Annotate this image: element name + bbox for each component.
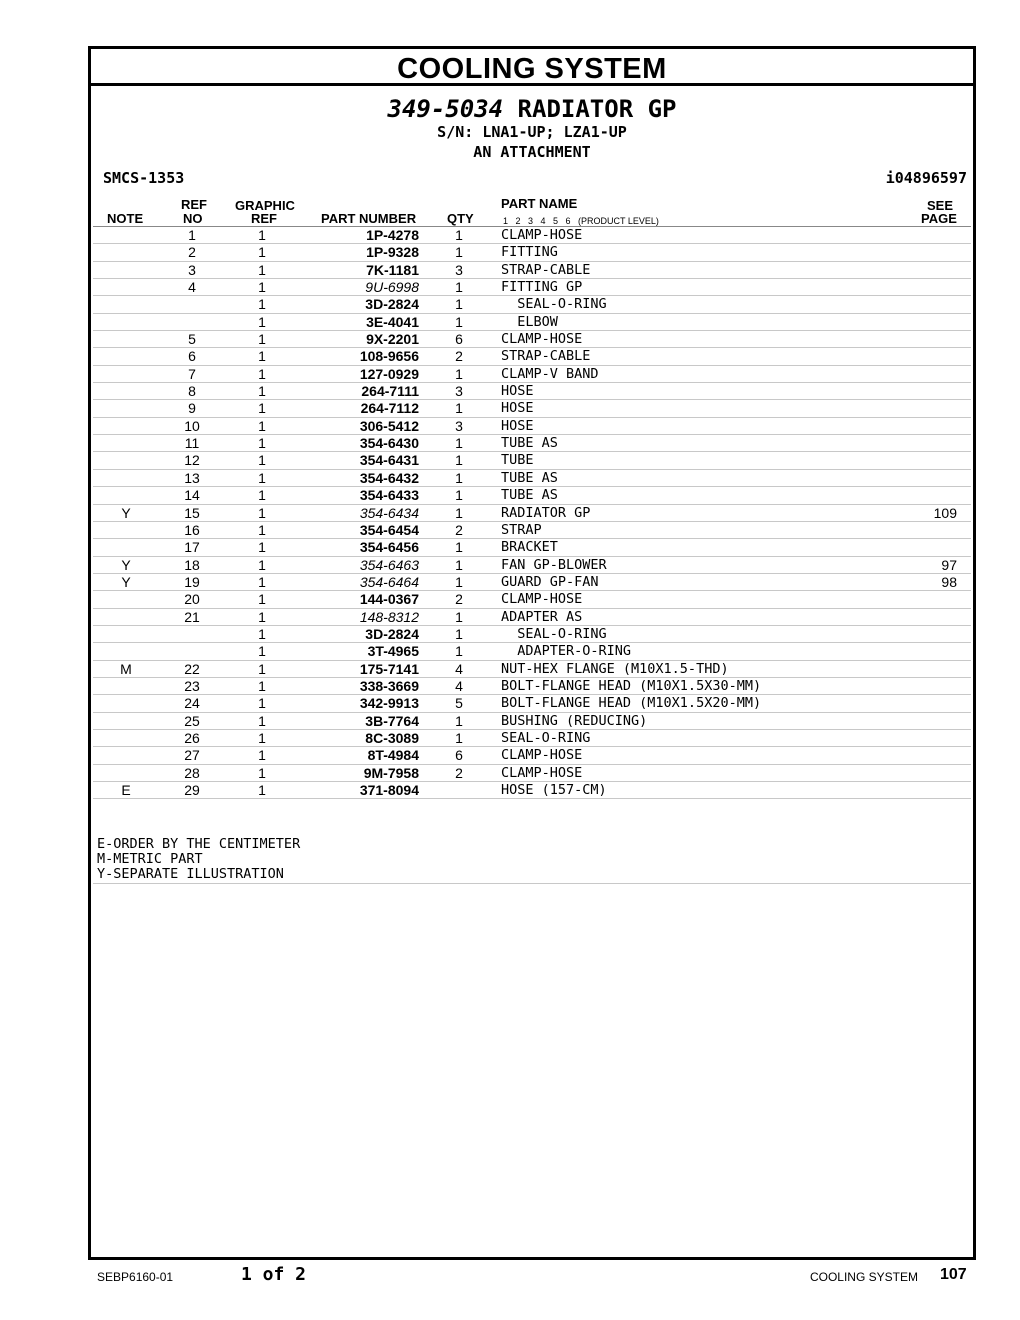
- row-qty: 1: [455, 365, 463, 382]
- row-graphic-ref: 1: [258, 643, 266, 660]
- row-ref-no: 6: [188, 348, 196, 365]
- row-note: E: [121, 782, 131, 798]
- section-title: COOLING SYSTEM: [91, 49, 973, 86]
- smcs-code: SMCS-1353: [103, 169, 185, 187]
- table-row: [93, 452, 971, 469]
- row-part-name: BOLT-FLANGE HEAD (M10X1.5X20-MM): [501, 695, 762, 712]
- table-row: [93, 626, 971, 643]
- header-graphic-top: GRAPHIC: [235, 198, 295, 213]
- serial-range: S/N: LNA1-UP; LZA1-UP: [437, 123, 627, 141]
- note-m: M-METRIC PART: [97, 851, 203, 867]
- row-qty: 2: [455, 521, 463, 538]
- row-note: Y: [121, 504, 131, 521]
- table-row: [93, 244, 971, 261]
- row-part-number: 354-6463: [359, 556, 419, 573]
- header-graphic-bottom: REF: [251, 211, 277, 226]
- row-qty: 1: [455, 400, 463, 417]
- header-see-top: SEE: [927, 198, 954, 213]
- row-part-name: ADAPTER AS: [501, 608, 583, 625]
- row-part-name: CLAMP-HOSE: [501, 227, 583, 243]
- row-qty: 1: [455, 469, 463, 486]
- row-graphic-ref: 1: [258, 365, 266, 382]
- table-row: [93, 782, 971, 799]
- row-qty: 1: [455, 504, 463, 521]
- row-ref-no: 24: [184, 695, 200, 712]
- row-ref-no: 5: [188, 331, 196, 348]
- row-part-name: HOSE: [501, 383, 534, 400]
- row-note: M: [120, 660, 132, 677]
- row-part-name: TUBE AS: [501, 469, 558, 486]
- row-graphic-ref: 1: [258, 625, 266, 642]
- row-part-name: TUBE: [501, 452, 534, 469]
- row-graphic-ref: 1: [258, 383, 266, 400]
- row-part-name: GUARD GP-FAN: [501, 573, 599, 590]
- row-qty: 6: [455, 331, 463, 348]
- row-part-name: SEAL-O-RING: [501, 625, 607, 642]
- table-row: [93, 470, 971, 487]
- row-part-number: 264-7111: [361, 383, 419, 400]
- row-part-name: TUBE AS: [501, 435, 558, 452]
- row-part-number: 3T-4965: [367, 643, 419, 660]
- row-qty: 1: [455, 279, 463, 296]
- row-part-number: 354-6434: [359, 504, 419, 521]
- table-row: [93, 487, 971, 504]
- row-qty: 1: [455, 643, 463, 660]
- row-qty: 1: [455, 573, 463, 590]
- row-part-number: 342-9913: [359, 695, 419, 712]
- row-ref-no: 8: [188, 383, 196, 400]
- group-name: RADIATOR GP: [517, 95, 677, 123]
- row-part-number: 354-6431: [359, 452, 419, 469]
- row-part-name: ELBOW: [501, 313, 558, 330]
- row-part-number: 1P-4278: [366, 227, 419, 243]
- row-part-number: 354-6454: [359, 521, 419, 538]
- row-graphic-ref: 1: [258, 695, 266, 712]
- row-part-name: BUSHING (REDUCING): [501, 712, 648, 729]
- table-row: [93, 765, 971, 782]
- row-graphic-ref: 1: [258, 331, 266, 348]
- row-part-number: 264-7112: [360, 400, 419, 417]
- row-part-name: TUBE AS: [501, 487, 558, 504]
- table-row: [93, 522, 971, 539]
- row-part-number: 9M-7958: [363, 764, 419, 781]
- row-graphic-ref: 1: [258, 348, 266, 365]
- row-graphic-ref: 1: [258, 296, 266, 313]
- row-ref-no: 15: [184, 504, 200, 521]
- group-title: [91, 95, 973, 123]
- table-row: [93, 557, 971, 574]
- row-part-name: CLAMP-HOSE: [501, 747, 583, 764]
- row-qty: 1: [455, 227, 463, 243]
- row-ref-no: 14: [184, 487, 200, 504]
- header-note: NOTE: [107, 211, 144, 226]
- note-e: E-ORDER BY THE CENTIMETER: [97, 836, 301, 852]
- row-part-name: SEAL-O-RING: [501, 296, 607, 313]
- table-row: [93, 418, 971, 435]
- row-part-number: 9X-2201: [366, 331, 419, 348]
- header-part-name: PART NAME: [501, 196, 578, 211]
- footer-section: COOLING SYSTEM: [809, 1270, 918, 1284]
- footer-page-number: 107: [940, 1266, 967, 1283]
- row-ref-no: 25: [184, 712, 200, 729]
- row-part-number: 371-8094: [359, 782, 419, 798]
- row-part-name: HOSE (157-CM): [501, 782, 607, 798]
- row-ref-no: 23: [184, 677, 200, 694]
- row-part-number: 8C-3089: [365, 729, 419, 746]
- row-ref-no: 1: [188, 227, 196, 243]
- header-product-levels: 1 2 3 4 5 6 (PRODUCT LEVEL): [503, 216, 659, 226]
- row-part-name: BOLT-FLANGE HEAD (M10X1.5X30-MM): [501, 677, 762, 694]
- row-part-name: FITTING GP: [501, 279, 583, 296]
- row-graphic-ref: 1: [258, 729, 266, 746]
- row-graphic-ref: 1: [258, 261, 266, 278]
- row-part-name: FITTING: [501, 244, 558, 261]
- row-ref-no: 2: [188, 244, 196, 261]
- row-part-number: 354-6430: [359, 435, 419, 452]
- row-qty: 1: [455, 313, 463, 330]
- table-row: [93, 435, 971, 452]
- row-part-number: 338-3669: [359, 677, 419, 694]
- notes-divider: [93, 883, 971, 884]
- row-graphic-ref: 1: [258, 487, 266, 504]
- table-row: [93, 348, 971, 365]
- row-qty: 1: [455, 244, 463, 261]
- header-ref-top: REF: [181, 197, 207, 212]
- row-part-name: RADIATOR GP: [501, 504, 591, 521]
- row-qty: 1: [455, 556, 463, 573]
- row-qty: 2: [455, 348, 463, 365]
- row-part-name: BRACKET: [501, 539, 558, 556]
- row-graphic-ref: 1: [258, 660, 266, 677]
- row-graphic-ref: 1: [258, 677, 266, 694]
- table-row: [93, 609, 971, 626]
- header-see-bottom: PAGE: [921, 211, 957, 226]
- row-graphic-ref: 1: [258, 782, 266, 798]
- row-qty: 1: [455, 296, 463, 313]
- row-qty: 4: [455, 660, 463, 677]
- row-part-number: 8T-4984: [367, 747, 419, 764]
- row-ref-no: 28: [184, 764, 200, 781]
- table-header: [93, 192, 971, 227]
- document-frame: [88, 46, 976, 1260]
- footer-page-of: 1 of 2: [241, 1264, 307, 1285]
- table-row: [93, 747, 971, 764]
- row-part-number: 1P-9328: [366, 244, 419, 261]
- row-ref-no: 21: [184, 608, 200, 625]
- row-qty: 3: [455, 383, 463, 400]
- row-part-name: STRAP-CABLE: [501, 348, 591, 365]
- table-row: [93, 296, 971, 313]
- table-row: [93, 574, 971, 591]
- table-row: [93, 643, 971, 660]
- table-row: [93, 505, 971, 522]
- row-part-number: 175-7141: [359, 660, 419, 677]
- table-row: [93, 331, 971, 348]
- row-graphic-ref: 1: [258, 435, 266, 452]
- row-qty: 1: [455, 625, 463, 642]
- row-graphic-ref: 1: [258, 521, 266, 538]
- row-part-number: 127-0929: [359, 365, 419, 382]
- row-part-name: SEAL-O-RING: [501, 729, 591, 746]
- table-row: [93, 227, 971, 244]
- table-row: [93, 366, 971, 383]
- row-part-number: 3D-2824: [365, 625, 419, 642]
- row-graphic-ref: 1: [258, 539, 266, 556]
- row-qty: 3: [455, 417, 463, 434]
- row-graphic-ref: 1: [258, 556, 266, 573]
- row-ref-no: 19: [184, 573, 200, 590]
- row-ref-no: 12: [184, 452, 200, 469]
- row-graphic-ref: 1: [258, 504, 266, 521]
- header-ref-bottom: NO: [183, 211, 203, 226]
- row-graphic-ref: 1: [258, 279, 266, 296]
- row-ref-no: 7: [188, 365, 196, 382]
- row-ref-no: 26: [184, 729, 200, 746]
- row-qty: 2: [455, 764, 463, 781]
- row-part-name: STRAP-CABLE: [501, 261, 591, 278]
- attachment-label: AN ATTACHMENT: [473, 143, 591, 161]
- row-part-number: 3D-2824: [365, 296, 419, 313]
- row-part-name: CLAMP-HOSE: [501, 331, 583, 348]
- row-ref-no: 11: [184, 435, 200, 452]
- table-row: [93, 661, 971, 678]
- row-part-number: 354-6432: [359, 469, 419, 486]
- row-part-number: 354-6433: [359, 487, 419, 504]
- table-row: [93, 279, 971, 296]
- row-graphic-ref: 1: [258, 227, 266, 243]
- row-qty: 1: [455, 539, 463, 556]
- row-see-page: 109: [933, 504, 957, 521]
- row-graphic-ref: 1: [258, 573, 266, 590]
- row-graphic-ref: 1: [258, 608, 266, 625]
- row-ref-no: 20: [184, 591, 200, 608]
- row-ref-no: 4: [188, 279, 196, 296]
- row-note: Y: [121, 556, 131, 573]
- row-qty: 1: [455, 452, 463, 469]
- table-row: [93, 695, 971, 712]
- row-ref-no: 16: [184, 521, 200, 538]
- row-part-number: 354-6456: [359, 539, 419, 556]
- row-graphic-ref: 1: [258, 400, 266, 417]
- row-see-page: 97: [941, 556, 957, 573]
- row-ref-no: 17: [184, 539, 200, 556]
- row-part-number: 3E-4041: [366, 313, 419, 330]
- row-part-name: FAN GP-BLOWER: [501, 556, 607, 573]
- row-part-number: 7K-1181: [366, 261, 419, 278]
- table-row: [93, 730, 971, 747]
- row-ref-no: 18: [184, 556, 200, 573]
- row-part-number: 108-9656: [359, 348, 419, 365]
- row-qty: 1: [455, 608, 463, 625]
- row-part-number: 9U-6998: [365, 279, 419, 296]
- row-qty: 4: [455, 677, 463, 694]
- row-ref-no: 27: [184, 747, 200, 764]
- row-qty: 1: [455, 712, 463, 729]
- row-graphic-ref: 1: [258, 417, 266, 434]
- row-part-number: 148-8312: [359, 608, 419, 625]
- table-row: [93, 678, 971, 695]
- row-part-number: 354-6464: [359, 573, 419, 590]
- header-qty: QTY: [447, 211, 474, 226]
- footer-doc-id: SEBP6160-01: [97, 1270, 174, 1284]
- row-part-name: CLAMP-V BAND: [501, 365, 599, 382]
- row-part-name: CLAMP-HOSE: [501, 591, 583, 608]
- row-qty: 1: [455, 729, 463, 746]
- row-ref-no: 13: [184, 469, 200, 486]
- table-row: [93, 314, 971, 331]
- row-graphic-ref: 1: [258, 712, 266, 729]
- row-part-number: 144-0367: [359, 591, 419, 608]
- row-ref-no: 22: [184, 660, 200, 677]
- row-graphic-ref: 1: [258, 747, 266, 764]
- row-ref-no: 29: [184, 782, 200, 798]
- parts-table: [93, 227, 971, 799]
- row-part-name: HOSE: [501, 417, 534, 434]
- table-row: [93, 539, 971, 556]
- table-row: [93, 262, 971, 279]
- row-part-name: HOSE: [501, 400, 534, 417]
- illustration-id: i04896597: [885, 169, 967, 187]
- row-note: Y: [121, 573, 131, 590]
- header-part-number: PART NUMBER: [321, 211, 417, 226]
- row-part-number: 306-5412: [359, 417, 419, 434]
- row-qty: 6: [455, 747, 463, 764]
- row-qty: 1: [455, 435, 463, 452]
- row-see-page: 98: [941, 573, 957, 590]
- row-qty: 5: [455, 695, 463, 712]
- row-graphic-ref: 1: [258, 313, 266, 330]
- row-part-name: CLAMP-HOSE: [501, 764, 583, 781]
- table-row: [93, 591, 971, 608]
- row-ref-no: 9: [188, 400, 196, 417]
- row-graphic-ref: 1: [258, 764, 266, 781]
- row-qty: 3: [455, 261, 463, 278]
- row-graphic-ref: 1: [258, 591, 266, 608]
- table-row: [93, 383, 971, 400]
- table-row: [93, 713, 971, 730]
- row-graphic-ref: 1: [258, 244, 266, 261]
- notes-legend: [97, 837, 300, 882]
- row-ref-no: 10: [184, 417, 200, 434]
- row-graphic-ref: 1: [258, 469, 266, 486]
- row-graphic-ref: 1: [258, 452, 266, 469]
- row-qty: 1: [455, 487, 463, 504]
- group-part-number: 349-5034: [387, 95, 504, 123]
- note-y: Y-SEPARATE ILLUSTRATION: [97, 866, 284, 882]
- row-part-name: ADAPTER-O-RING: [501, 643, 632, 660]
- row-ref-no: 3: [188, 261, 196, 278]
- row-part-name: NUT-HEX FLANGE (M10X1.5-THD): [501, 660, 729, 677]
- row-part-number: 3B-7764: [365, 712, 419, 729]
- row-qty: 2: [455, 591, 463, 608]
- row-part-name: STRAP: [501, 521, 542, 538]
- table-row: [93, 400, 971, 417]
